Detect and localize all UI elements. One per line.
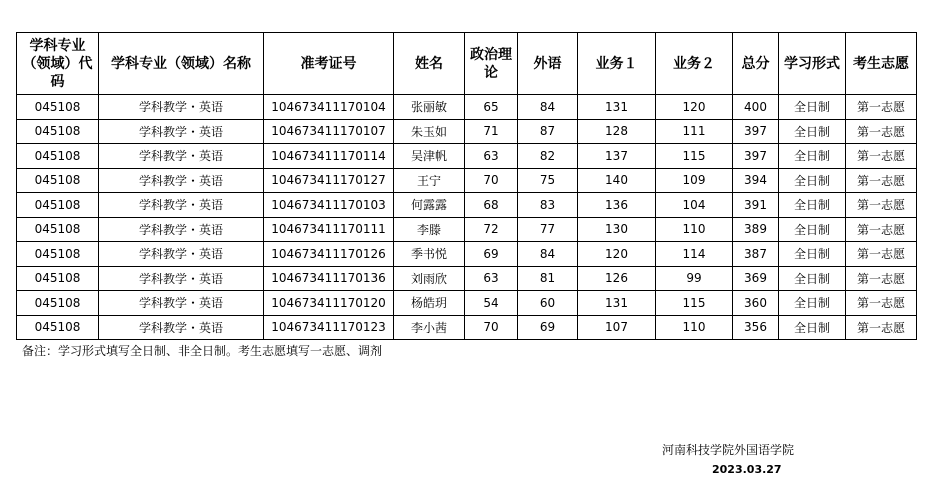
header-politics: 政治理论 [465,33,518,95]
cell-exam-number: 104673411170126 [264,242,394,267]
cell-exam-number: 104673411170111 [264,217,394,242]
cell-major-code: 045108 [17,291,99,316]
cell-major-code: 045108 [17,315,99,340]
cell-major-code: 045108 [17,119,99,144]
cell-major-code: 045108 [17,193,99,218]
cell-subject-1: 128 [578,119,656,144]
cell-preference: 第一志愿 [846,119,917,144]
table-row [17,242,917,267]
table-row [17,217,917,242]
cell-politics: 71 [465,119,518,144]
cell-study-mode: 全日制 [779,168,846,193]
cell-major-name: 学科教学・英语 [99,315,264,340]
cell-subject-1: 107 [578,315,656,340]
cell-exam-number: 104673411170136 [264,266,394,291]
cell-major-name: 学科教学・英语 [99,168,264,193]
cell-total: 397 [733,119,779,144]
header-major-code: 学科专业（领域）代码 [17,33,99,95]
cell-total: 360 [733,291,779,316]
cell-subject-1: 120 [578,242,656,267]
header-subject-1: 业务１ [578,33,656,95]
header-name: 姓名 [394,33,465,95]
cell-total: 400 [733,95,779,120]
footnote: 备注：学习形式填写全日制、非全日制。考生志愿填写一志愿、调剂 [22,344,383,358]
cell-name: 杨皓玥 [394,291,465,316]
table-row [17,95,917,120]
cell-politics: 70 [465,315,518,340]
cell-study-mode: 全日制 [779,266,846,291]
cell-politics: 63 [465,144,518,169]
cell-subject-2: 110 [656,217,733,242]
table-row [17,291,917,316]
header-preference: 考生志愿 [846,33,917,95]
cell-subject-2: 120 [656,95,733,120]
cell-subject-2: 104 [656,193,733,218]
cell-exam-number: 104673411170120 [264,291,394,316]
cell-total: 356 [733,315,779,340]
cell-foreign-language: 81 [518,266,578,291]
organization-signature: 河南科技学院外国语学院 [662,443,795,457]
cell-total: 387 [733,242,779,267]
cell-subject-2: 109 [656,168,733,193]
cell-foreign-language: 77 [518,217,578,242]
cell-total: 369 [733,266,779,291]
table-row [17,315,917,340]
cell-name: 李小茜 [394,315,465,340]
cell-foreign-language: 82 [518,144,578,169]
cell-preference: 第一志愿 [846,95,917,120]
cell-politics: 69 [465,242,518,267]
cell-major-name: 学科教学・英语 [99,95,264,120]
header-total: 总分 [733,33,779,95]
cell-subject-2: 110 [656,315,733,340]
cell-name: 朱玉如 [394,119,465,144]
cell-major-code: 045108 [17,242,99,267]
cell-subject-1: 136 [578,193,656,218]
cell-foreign-language: 75 [518,168,578,193]
cell-major-name: 学科教学・英语 [99,291,264,316]
cell-subject-1: 130 [578,217,656,242]
cell-major-name: 学科教学・英语 [99,193,264,218]
cell-name: 吴津帆 [394,144,465,169]
cell-subject-2: 99 [656,266,733,291]
admission-table [16,32,917,340]
cell-study-mode: 全日制 [779,217,846,242]
table-row [17,168,917,193]
cell-study-mode: 全日制 [779,95,846,120]
cell-major-code: 045108 [17,95,99,120]
cell-study-mode: 全日制 [779,315,846,340]
header-study-mode: 学习形式 [779,33,846,95]
cell-preference: 第一志愿 [846,144,917,169]
cell-foreign-language: 60 [518,291,578,316]
cell-preference: 第一志愿 [846,242,917,267]
cell-major-code: 045108 [17,144,99,169]
header-major-name: 学科专业（领域）名称 [99,33,264,95]
cell-study-mode: 全日制 [779,144,846,169]
cell-major-name: 学科教学・英语 [99,266,264,291]
cell-exam-number: 104673411170104 [264,95,394,120]
cell-study-mode: 全日制 [779,242,846,267]
cell-subject-1: 126 [578,266,656,291]
cell-preference: 第一志愿 [846,291,917,316]
table-body [17,95,917,340]
cell-subject-1: 131 [578,291,656,316]
cell-politics: 70 [465,168,518,193]
cell-politics: 54 [465,291,518,316]
cell-preference: 第一志愿 [846,168,917,193]
cell-foreign-language: 69 [518,315,578,340]
cell-exam-number: 104673411170114 [264,144,394,169]
cell-name: 王宁 [394,168,465,193]
header-foreign-language: 外语 [518,33,578,95]
cell-study-mode: 全日制 [779,193,846,218]
header-subject-2: 业务２ [656,33,733,95]
cell-major-name: 学科教学・英语 [99,242,264,267]
header-exam-number: 准考证号 [264,33,394,95]
cell-politics: 63 [465,266,518,291]
cell-politics: 72 [465,217,518,242]
cell-exam-number: 104673411170127 [264,168,394,193]
cell-subject-1: 131 [578,95,656,120]
cell-preference: 第一志愿 [846,217,917,242]
cell-total: 391 [733,193,779,218]
cell-foreign-language: 84 [518,242,578,267]
cell-subject-2: 111 [656,119,733,144]
table-row [17,266,917,291]
cell-name: 季书悦 [394,242,465,267]
cell-foreign-language: 87 [518,119,578,144]
header-row [17,33,917,95]
table-row [17,193,917,218]
cell-preference: 第一志愿 [846,315,917,340]
cell-major-code: 045108 [17,168,99,193]
cell-exam-number: 104673411170103 [264,193,394,218]
cell-total: 389 [733,217,779,242]
cell-exam-number: 104673411170107 [264,119,394,144]
cell-subject-2: 115 [656,291,733,316]
table-row [17,144,917,169]
cell-major-code: 045108 [17,217,99,242]
table-row [17,119,917,144]
cell-total: 394 [733,168,779,193]
cell-subject-2: 115 [656,144,733,169]
cell-preference: 第一志愿 [846,193,917,218]
cell-major-name: 学科教学・英语 [99,119,264,144]
cell-name: 刘雨欣 [394,266,465,291]
cell-subject-1: 137 [578,144,656,169]
cell-major-name: 学科教学・英语 [99,144,264,169]
cell-politics: 68 [465,193,518,218]
cell-preference: 第一志愿 [846,266,917,291]
cell-total: 397 [733,144,779,169]
cell-subject-1: 140 [578,168,656,193]
cell-politics: 65 [465,95,518,120]
cell-study-mode: 全日制 [779,119,846,144]
cell-name: 张丽敏 [394,95,465,120]
cell-study-mode: 全日制 [779,291,846,316]
table-header [17,33,917,95]
cell-foreign-language: 83 [518,193,578,218]
document-date: 2023.03.27 [712,463,782,476]
cell-name: 李滕 [394,217,465,242]
cell-name: 何露露 [394,193,465,218]
cell-subject-2: 114 [656,242,733,267]
cell-major-name: 学科教学・英语 [99,217,264,242]
cell-foreign-language: 84 [518,95,578,120]
cell-exam-number: 104673411170123 [264,315,394,340]
cell-major-code: 045108 [17,266,99,291]
